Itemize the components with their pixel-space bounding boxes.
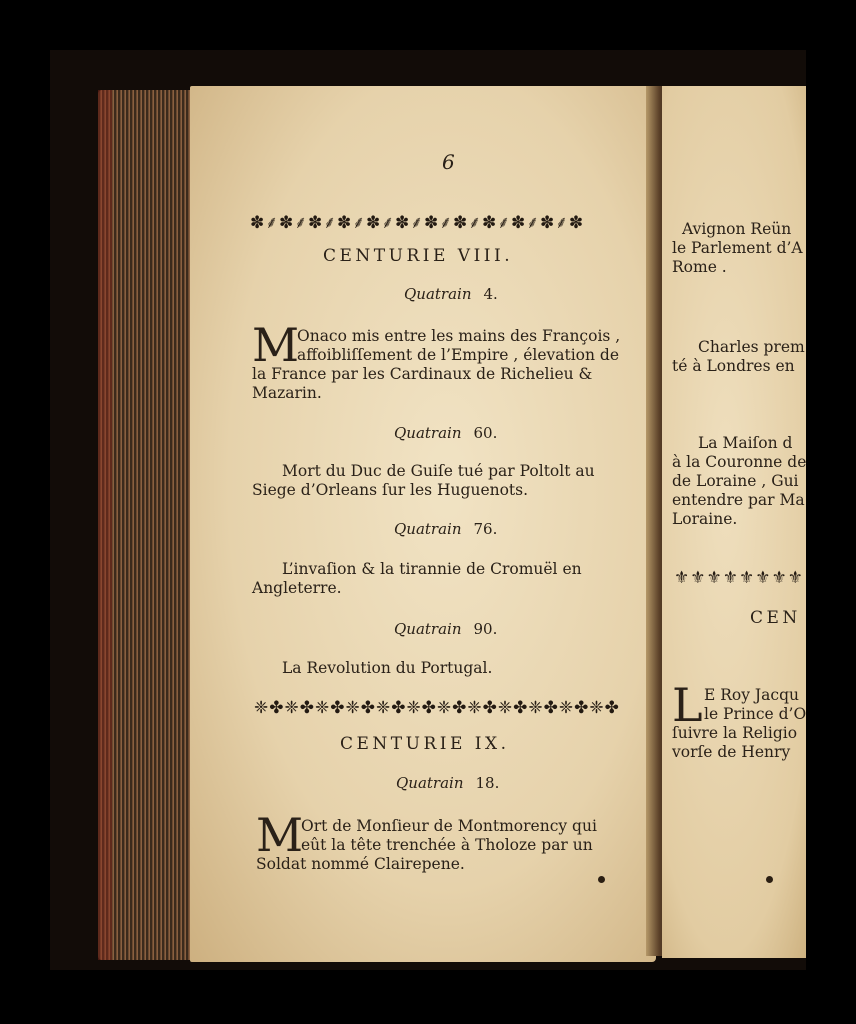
right-line: de Loraine , Gui (672, 472, 799, 490)
quatrain-4-line-2: affoibliſſement de l’Empire , élevation de (297, 346, 620, 364)
section-heading-1: CENTURIE VIII. (323, 246, 514, 266)
right-line: Loraine. (672, 510, 738, 528)
quatrain-label-76 (394, 522, 497, 537)
quatrain-label: Quatrain (394, 520, 462, 538)
section-heading-2: CENTURIE IX. (340, 734, 510, 754)
right-line: entendre par Ma (672, 491, 805, 509)
quatrain-label: Quatrain (394, 424, 462, 442)
right-line: E Roy Jacqu (704, 686, 799, 704)
book-photograph (50, 50, 806, 970)
right-line: à la Couronne de (672, 453, 806, 471)
quatrain-number: 90. (473, 620, 498, 638)
dropcap-m: M (256, 808, 304, 862)
quatrain-label-18 (396, 776, 499, 791)
right-line: La Maiſon d (698, 434, 793, 452)
right-line: Rome . (672, 258, 727, 276)
page-number: 6 (442, 150, 455, 174)
quatrain-4-line-3: la France par les Cardinaux de Richelieu & (252, 365, 593, 383)
wormhole (598, 876, 605, 883)
quatrain-label-90 (394, 622, 497, 637)
quatrain-60-line-2: Siege d’Orleans ſur les Huguenots. (252, 481, 529, 499)
quatrain-76-line-1: L’invaſion & la tirannie de Cromuël en (282, 560, 582, 578)
right-page (662, 86, 806, 958)
wormhole (766, 876, 773, 883)
right-line: le Parlement d’A (672, 239, 803, 257)
left-page (190, 86, 656, 962)
quatrain-label: Quatrain (394, 620, 462, 638)
right-line: vorſe de Henry (672, 743, 791, 761)
ornament-band-right: ⚜⚜⚜⚜⚜⚜⚜⚜ (674, 568, 804, 588)
right-line: le Prince d’O (704, 705, 806, 723)
quatrain-label: Quatrain (404, 285, 472, 303)
ornament-band-middle: ❈✤❈✤❈✤❈✤❈✤❈✤❈✤❈✤❈✤❈✤❈✤❈✤ (254, 698, 620, 718)
right-line: Charles prem (698, 338, 805, 356)
quatrain-number: 18. (475, 774, 500, 792)
quatrain-label: Quatrain (396, 774, 464, 792)
quatrain-76-line-2: Angleterre. (252, 579, 342, 597)
dropcap-m: M (252, 318, 300, 372)
quatrain-label-60 (394, 426, 497, 441)
ornament-band-top: ✽⸙✽⸙✽⸙✽⸙✽⸙✽⸙✽⸙✽⸙✽⸙✽⸙✽⸙✽ (250, 213, 585, 230)
quatrain-number: 76. (473, 520, 498, 538)
right-line: ſuivre la Religio (672, 724, 798, 742)
quatrain-number: 60. (473, 424, 498, 442)
right-heading-fragment: CEN (750, 608, 801, 628)
quatrain-18-line-1: Ort de Monſieur de Montmorency qui (301, 817, 597, 835)
quatrain-label-4 (404, 287, 498, 302)
quatrain-18-line-3: Soldat nommé Clairepene. (256, 855, 465, 873)
quatrain-90-line-1: La Revolution du Portugal. (282, 659, 493, 677)
quatrain-4-line-4: Mazarin. (252, 384, 322, 402)
right-line: Avignon Reün (682, 220, 792, 238)
quatrain-number: 4. (483, 285, 498, 303)
right-line: té à Londres en (672, 357, 795, 375)
dropcap-l: L (672, 678, 703, 732)
quatrain-60-line-1: Mort du Duc de Guiſe tué par Poltolt au (282, 462, 595, 480)
quatrain-4-line-1: Onaco mis entre les mains des François , (297, 327, 621, 345)
quatrain-18-line-2: eût la tête trenchée à Tholoze par un (301, 836, 593, 854)
